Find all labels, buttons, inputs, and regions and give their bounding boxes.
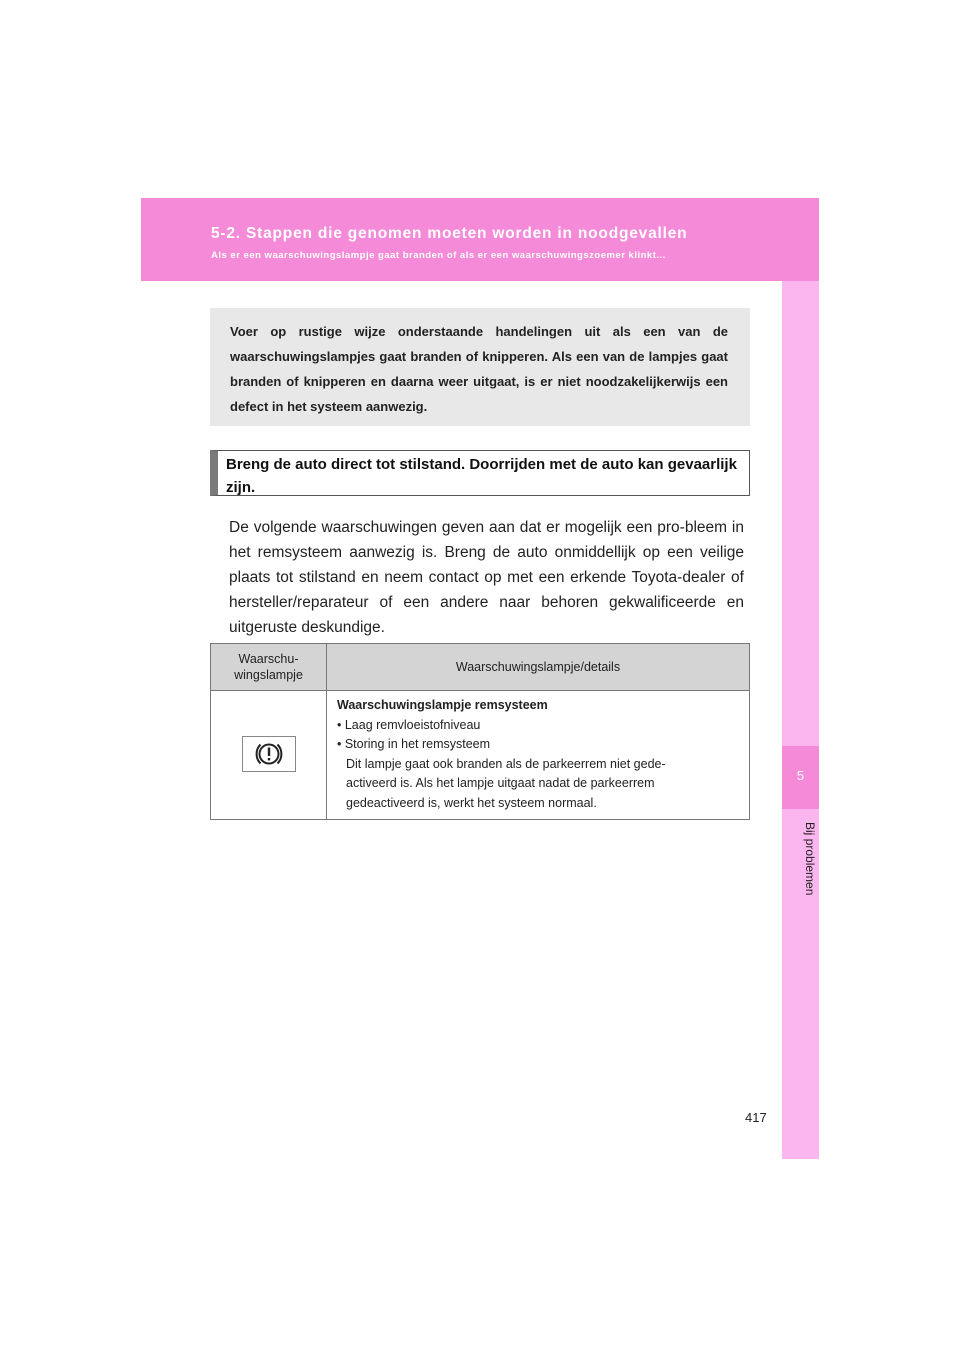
brake-warning-icon bbox=[242, 736, 296, 772]
body-paragraph: De volgende waarschuwingen geven aan dat er mogelijk een pro-bleem in het remsysteem aanwezig is. Breng de auto onmiddellijk op een veilige plaats tot stilstand en neem contact op met een erkende Toyota-dealer of hersteller/reparateur of een andere naar behoren gekwalificeerde en uitgeruste deskundige. bbox=[229, 519, 744, 636]
details-cell bbox=[327, 691, 750, 820]
section-header bbox=[141, 198, 819, 281]
col-header-lamp-line1: Waarschu- bbox=[238, 652, 299, 666]
detail-bullet: • Storing in het remsysteem bbox=[337, 737, 491, 751]
section-subtitle: Als er een waarschuwingslampje gaat branden of als er een waarschuwingszoemer klinkt... bbox=[211, 250, 666, 261]
chapter-number: 5 bbox=[796, 768, 805, 783]
detail-title: Waarschuwingslampje remsysteem bbox=[337, 698, 548, 712]
col-header-lamp-line2: wingslampje bbox=[234, 668, 303, 682]
chapter-label: Bij problemen bbox=[803, 822, 817, 896]
detail-text: Dit lampje gaat ook branden als de parkeerrem niet gede- bbox=[346, 756, 666, 771]
col-header-lamp bbox=[211, 644, 327, 691]
chapter-sidebar bbox=[782, 281, 819, 1159]
lamp-cell bbox=[211, 691, 327, 820]
detail-bullet: • Laag remvloeistofniveau bbox=[337, 717, 481, 732]
section-title: 5-2. Stappen die genomen moeten worden in noodgevallen bbox=[211, 225, 688, 242]
warning-table bbox=[210, 643, 750, 820]
table-header-row bbox=[211, 644, 750, 691]
col-header-details: Waarschuwingslampje/details bbox=[327, 644, 750, 691]
intro-box: Voer op rustige wijze onderstaande handelingen uit als een van de waarschuwingslampjes gaat branden of knipperen. Als een van de lampjes gaat branden of knipperen en daarna weer uitgaat, is er niet noodzakelijkerwijs een defect in het systeem aanwezig. bbox=[210, 308, 750, 426]
detail-text: gedeactiveerd is, werkt het systeem normaal. bbox=[346, 795, 597, 810]
warning-box: Breng de auto direct tot stilstand. Doorrijden met de auto kan gevaarlijk zijn. bbox=[210, 450, 750, 496]
table-row bbox=[211, 691, 750, 820]
page-number: 417 bbox=[745, 1110, 767, 1125]
detail-text: activeerd is. Als het lampje uitgaat nadat de parkeerrem bbox=[346, 776, 655, 790]
